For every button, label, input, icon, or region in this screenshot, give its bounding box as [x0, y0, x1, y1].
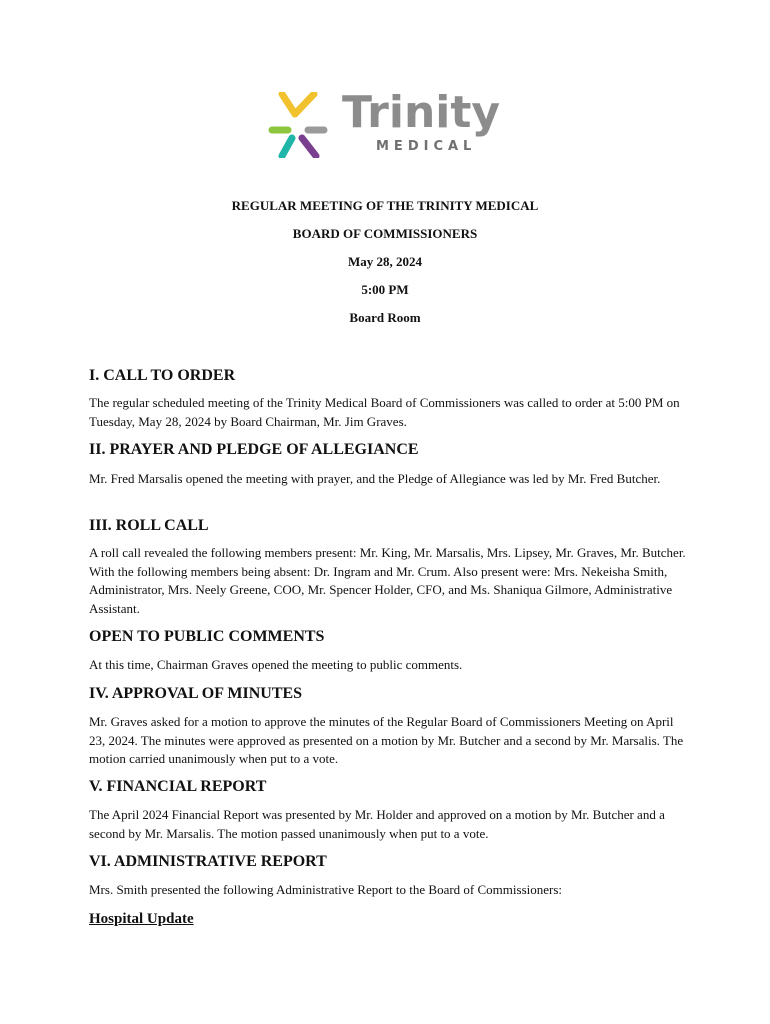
meeting-date: May 28, 2024 — [347, 254, 423, 269]
section-body-call-to-order: The regular scheduled meeting of the Trinity Medical Board of Commissioners was called to order at 5:00 PM on Tuesday, May 28, 2024 by Board Chairman, Mr. Jim Graves. — [89, 395, 680, 429]
logo-wordmark: Trinity — [342, 87, 501, 138]
logo-subtitle: MEDICAL — [376, 139, 477, 154]
section-body-roll-call: A roll call revealed the following members present: Mr. King, Mr. Marsalis, Mrs. Lipsey, Mr. Graves, Mr. Butcher. With the following members being absent: Dr. Ingram and Mr. Crum. Also present were: Mrs. Nekeisha Smith, Administrator, Mrs. Neely Greene, COO, Mr. Spencer Holder, CFO, and Ms. Shaniqua Gilmore, Administrative Assistant. — [89, 545, 686, 616]
trinity-medical-logo — [268, 87, 508, 162]
section-heading-minutes: IV. APPROVAL OF MINUTES — [89, 685, 303, 702]
section-heading-call-to-order: I. CALL TO ORDER — [89, 367, 236, 384]
subheading-hospital-update: Hospital Update — [89, 911, 194, 927]
meeting-time: 5:00 PM — [361, 282, 409, 297]
meeting-location: Board Room — [349, 310, 421, 325]
section-body-administrative: Mrs. Smith presented the following Administrative Report to the Board of Commissioners: — [89, 882, 563, 897]
section-body-prayer: Mr. Fred Marsalis opened the meeting with prayer, and the Pledge of Allegiance was led by Mr. Fred Butcher. — [89, 471, 661, 486]
section-heading-roll-call: III. ROLL CALL — [89, 517, 209, 534]
section-heading-financial: V. FINANCIAL REPORT — [89, 778, 267, 795]
section-body-financial: The April 2024 Financial Report was presented by Mr. Holder and approved on a motion by Mr. Butcher and a second by Mr. Marsalis. The motion passed unanimously when put to a vote. — [89, 807, 665, 841]
section-body-minutes: Mr. Graves asked for a motion to approve the minutes of the Regular Board of Commissioners Meeting on April 23, 2024. The minutes were approved as presented on a motion by Mr. Butcher and a second by Mr. Marsalis. The motion carried unanimously when put to a vote. — [89, 714, 684, 766]
meeting-title-line-2: BOARD OF COMMISSIONERS — [292, 226, 478, 241]
meeting-title-line-1: REGULAR MEETING OF THE TRINITY MEDICAL — [231, 198, 539, 213]
section-heading-public-comments: OPEN TO PUBLIC COMMENTS — [89, 628, 325, 645]
section-heading-prayer: II. PRAYER AND PLEDGE OF ALLEGIANCE — [89, 441, 419, 458]
section-body-public-comments: At this time, Chairman Graves opened the meeting to public comments. — [89, 657, 463, 672]
section-heading-administrative: VI. ADMINISTRATIVE REPORT — [89, 853, 327, 870]
trinity-star-mark-icon — [268, 92, 334, 158]
